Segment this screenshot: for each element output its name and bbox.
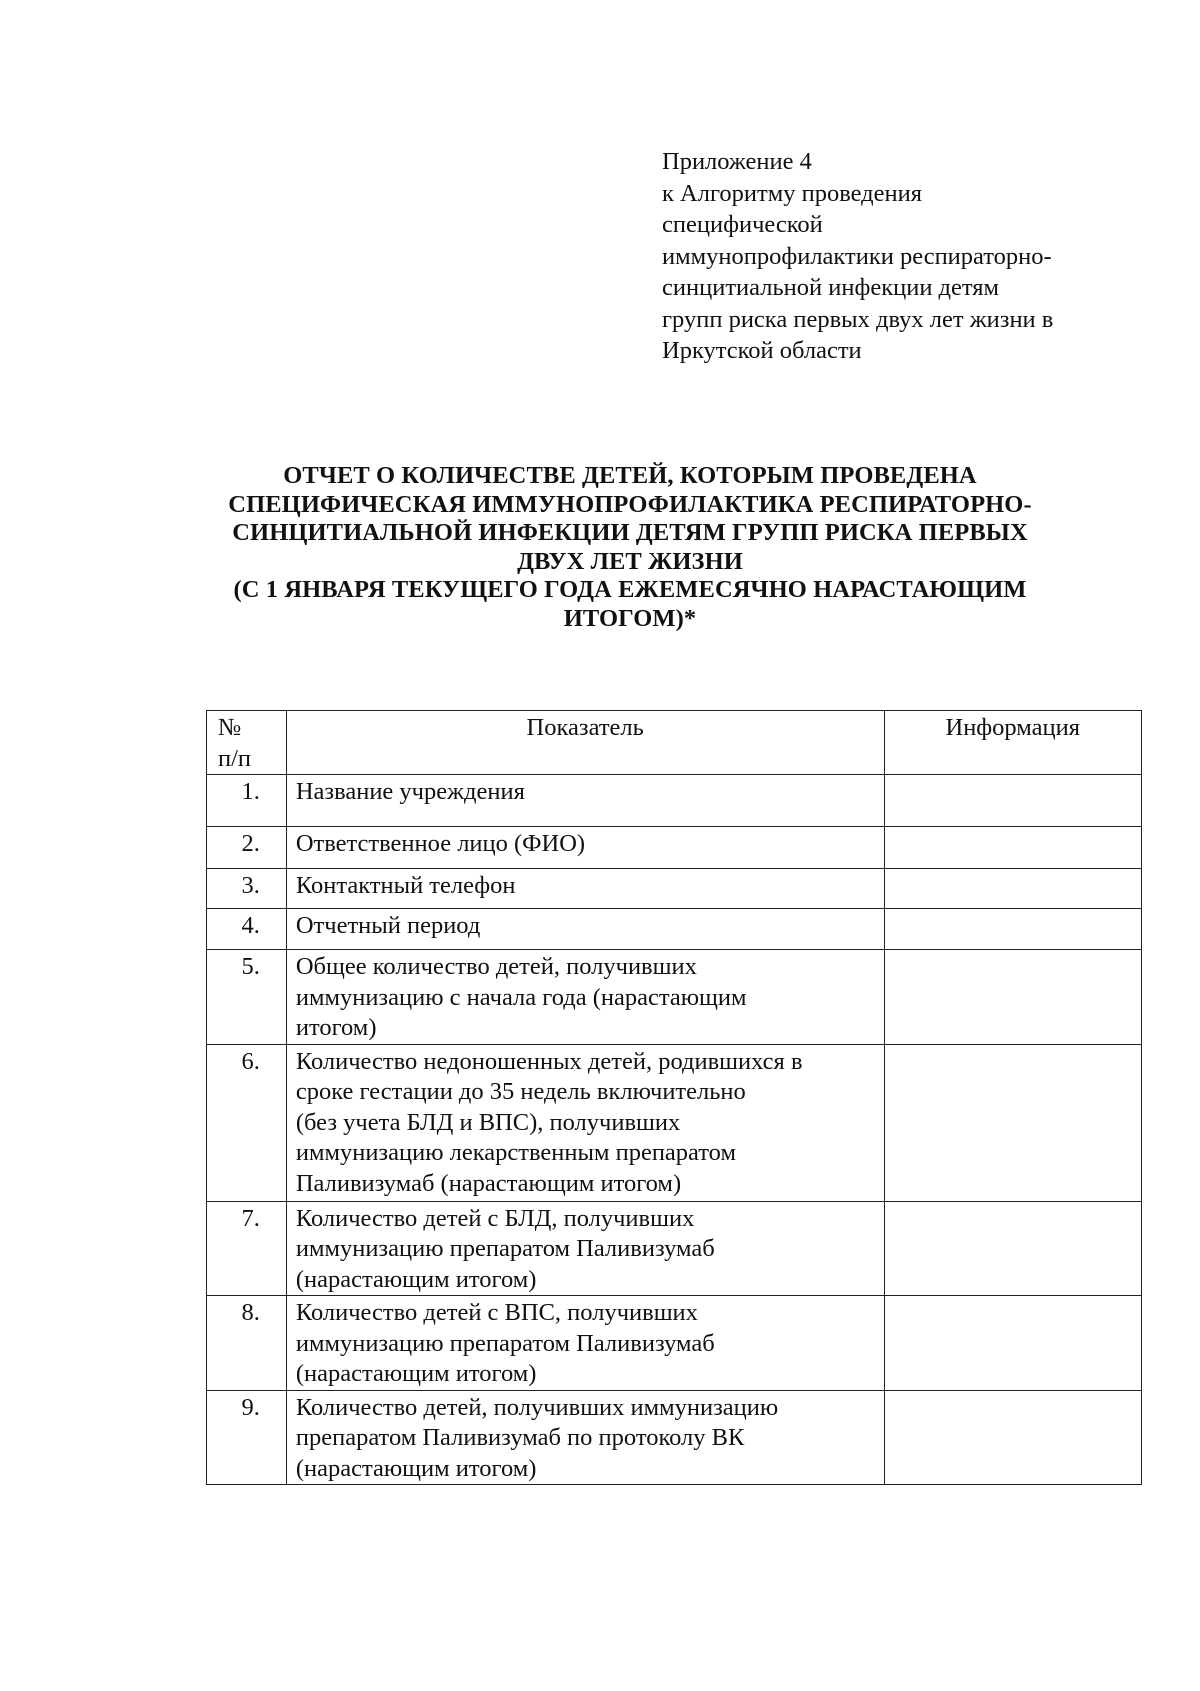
title-line: ДВУХ ЛЕТ ЖИЗНИ [517,547,743,575]
row-number: 6. [207,1044,287,1201]
header-number-line1: № [218,714,242,741]
row-information[interactable] [884,1044,1141,1201]
row-information[interactable] [884,1296,1141,1391]
row-number: 5. [207,950,287,1045]
row-number: 1. [207,775,287,827]
row-number: 2. [207,827,287,869]
row-indicator [286,950,884,1045]
indicator-line: Контактный телефон [295,872,516,899]
indicator-line: Отчетный период [295,912,481,939]
appendix-line: к Алгоритму проведения [662,179,923,207]
row-indicator [286,827,884,869]
indicator-line: иммунизацию с начала года (нарастающим [295,983,747,1011]
indicator-line: Ответственное лицо (ФИО) [295,830,586,857]
row-information[interactable] [884,950,1141,1045]
header-information: Информация [884,711,1141,775]
appendix-line: иммунопрофилактики респираторно- [662,242,1052,270]
indicator-line: Паливизумаб (нарастающим итогом) [295,1169,682,1197]
indicator-line: препаратом Паливизумаб по протоколу ВК [295,1424,745,1451]
row-number: 8. [207,1296,287,1391]
table-row [207,909,1142,950]
row-number: 7. [207,1201,287,1296]
row-number: 9. [207,1390,287,1485]
indicator-line: (нарастающим итогом) [295,1265,537,1293]
indicator-line: сроке гестации до 35 недель включительно [295,1078,746,1105]
row-indicator [286,1390,884,1485]
table-row [207,950,1142,1045]
indicator-line: иммунизацию лекарственным препаратом [295,1139,736,1166]
appendix-line: Приложение 4 [662,148,812,175]
row-number: 4. [207,909,287,950]
table-row [207,869,1142,909]
table-row [207,1296,1142,1391]
header-indicator: Показатель [286,711,884,775]
appendix-line: Иркутской области [662,337,862,364]
indicator-line: Количество детей с ВПС, получивших [295,1299,698,1326]
table-header-row [207,711,1142,775]
appendix-line: групп риска первых двух лет жизни в [662,305,1054,333]
appendix-line: синцитиальной инфекции детям [662,274,1000,301]
row-information[interactable] [884,1390,1141,1485]
appendix-line: специфической [662,211,823,238]
row-information[interactable] [884,869,1141,909]
row-information[interactable] [884,827,1141,869]
title-line: ИТОГОМ)* [563,604,697,632]
indicator-line: иммунизацию препаратом Паливизумаб [295,1235,715,1262]
table-row [207,775,1142,827]
title-line: СИНЦИТИАЛЬНОЙ ИНФЕКЦИИ ДЕТЯМ ГРУПП РИСКА ПЕРВЫХ [232,519,1028,546]
indicator-line: итогом) [295,1014,377,1041]
title-line: (С 1 ЯНВАРЯ ТЕКУЩЕГО ГОДА ЕЖЕМЕСЯЧНО НАРАСТАЮЩИМ [233,576,1027,603]
table-row [207,827,1142,869]
appendix-reference [662,146,1122,367]
table-row [207,1201,1142,1296]
row-indicator [286,1201,884,1296]
row-number: 3. [207,869,287,909]
row-information[interactable] [884,775,1141,827]
indicator-line: Количество недоношенных детей, родившихся в [295,1047,803,1075]
indicator-line: (нарастающим итогом) [295,1360,537,1387]
indicator-line: Название учреждения [295,778,525,805]
title-line: СПЕЦИФИЧЕСКАЯ ИММУНОПРОФИЛАКТИКА РЕСПИРАТОРНО- [228,490,1032,518]
indicator-line: Количество детей, получивших иммунизацию [295,1393,779,1421]
indicator-line: (нарастающим итогом) [295,1454,537,1482]
header-number-line2: п/п [218,744,252,772]
row-indicator [286,909,884,950]
row-information[interactable] [884,1201,1141,1296]
row-indicator [286,1296,884,1391]
title-line: ОТЧЕТ О КОЛИЧЕСТВЕ ДЕТЕЙ, КОТОРЫМ ПРОВЕДЕНА [283,462,977,489]
table-row [207,1044,1142,1201]
table-row [207,1390,1142,1485]
indicator-line: иммунизацию препаратом Паливизумаб [295,1329,715,1357]
row-information[interactable] [884,909,1141,950]
indicator-line: (без учета БЛД и ВПС), получивших [295,1108,681,1136]
indicator-line: Общее количество детей, получивших [295,953,697,980]
indicator-line: Количество детей с БЛД, получивших [295,1204,695,1232]
report-table [206,710,1142,1485]
report-title [150,462,1110,633]
row-indicator [286,869,884,909]
row-indicator [286,1044,884,1201]
header-number [207,711,287,775]
row-indicator [286,775,884,827]
